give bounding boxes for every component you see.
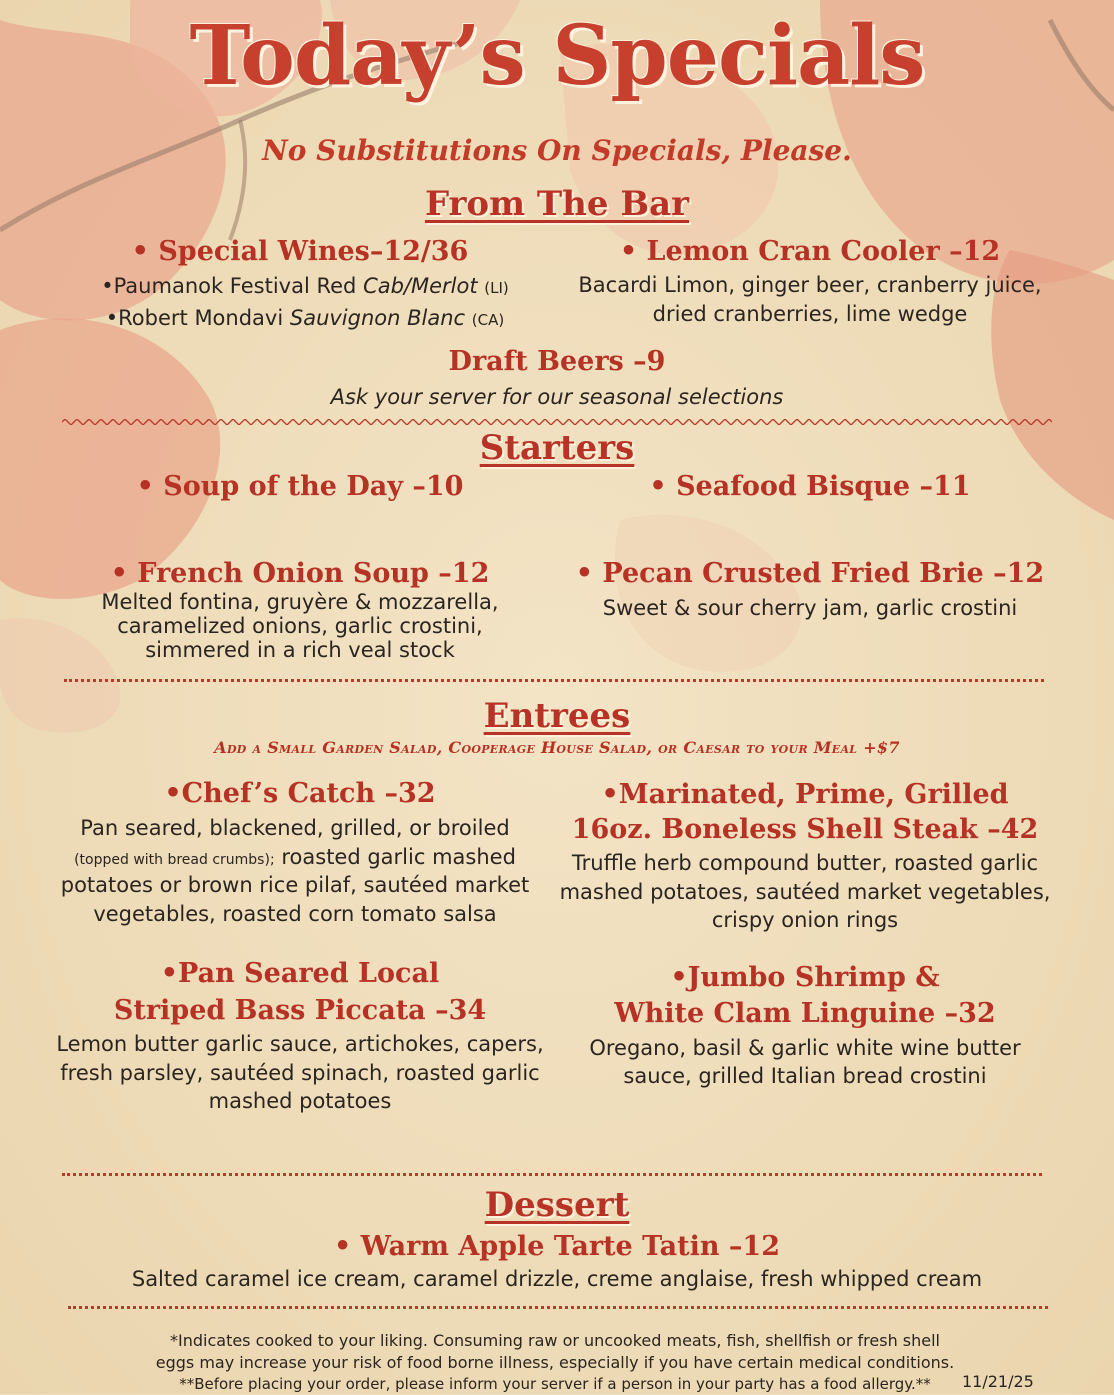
shrimp-title-1: •Jumbo Shrimp & [670,962,940,993]
steak-desc-1: Truffle herb compound butter, roasted garlic [571,851,1039,875]
dotted-divider [64,679,1044,682]
dotted-divider [68,1306,1048,1309]
bass-desc-1: Lemon butter garlic sauce, artichokes, capers, [56,1032,544,1056]
chefs-catch-desc-2-main: roasted garlic mashed [281,845,516,869]
wine-2-name: •Robert Mondavi [105,306,284,330]
shrimp-desc-2: sauce, grilled Italian bread crostini [623,1064,987,1088]
chefs-catch-title: •Chef’s Catch –32 [164,778,436,809]
french-onion-title: • French Onion Soup –12 [110,558,490,589]
footer-allergy-line: **Before placing your order, please inform your server if a person in your party has a food allergy.** [179,1375,931,1393]
dotted-divider [62,1173,1042,1176]
french-onion-desc-3: simmered in a rich veal stock [145,638,455,662]
chefs-catch-desc-3: potatoes or brown rice pilaf, sautéed market [60,873,530,897]
section-heading-dessert: Dessert [484,1185,630,1225]
bass-title-2: Striped Bass Piccata –34 [113,995,487,1026]
steak-title-1: •Marinated, Prime, Grilled [601,779,1009,810]
apple-tarte-desc: Salted caramel ice cream, caramel drizzle, creme anglaise, fresh whipped cream [131,1267,983,1291]
wine-2 [30,304,580,334]
fried-brie-title: • Pecan Crusted Fried Brie –12 [575,558,1045,589]
wine-1 [30,272,580,302]
draft-beers-desc: Ask your server for our seasonal selections [330,385,784,409]
wine-2-region: (CA) [471,311,505,329]
page-title: Today’s Specials [189,8,925,104]
chefs-catch-desc-4: vegetables, roasted corn tomato salsa [93,902,497,926]
lemon-cooler-desc-2: dried cranberries, lime wedge [652,302,968,326]
steak-desc-3: crispy onion rings [711,908,899,932]
entree-salad-note: Add a Small Garden Salad, Cooperage House Salad, or Caesar to your Meal +$7 [214,738,900,757]
menu-date: 11/21/25 [962,1372,1034,1391]
wine-1-name: •Paumanok Festival Red [101,274,357,298]
apple-tarte-title: • Warm Apple Tarte Tatin –12 [334,1231,780,1262]
steak-title-2: 16oz. Boneless Shell Steak –42 [571,814,1039,845]
wine-2-type: Sauvignon Blanc [289,306,466,330]
french-onion-desc-1: Melted fontina, gruyère & mozzarella, [101,590,499,614]
chefs-catch-desc-2-small: (topped with bread crumbs); [74,852,275,868]
chefs-catch-desc-2 [30,843,560,874]
substitution-note: No Substitutions On Specials, Please. [262,134,852,167]
wine-1-region: (LI) [484,279,509,297]
french-onion-desc-2: caramelized onions, garlic crostini, [117,614,483,638]
section-heading-bar: From The Bar [424,184,690,224]
bass-title-1: •Pan Seared Local [160,958,440,989]
special-wines-title: • Special Wines–12/36 [131,236,469,267]
lemon-cooler-title: • Lemon Cran Cooler –12 [619,236,1001,267]
wine-1-type: Cab/Merlot [363,274,478,298]
section-heading-entrees: Entrees [483,696,631,736]
footer-line-1: *Indicates cooked to your liking. Consuming raw or uncooked meats, fish, shellfish or fresh shell [170,1331,940,1350]
fried-brie-desc: Sweet & sour cherry jam, garlic crostini [602,596,1018,620]
seafood-bisque: • Seafood Bisque –11 [649,471,971,502]
chefs-catch-desc-1: Pan seared, blackened, grilled, or broiled [80,816,510,840]
draft-beers-title: Draft Beers –9 [448,346,666,377]
section-heading-starters: Starters [479,428,635,468]
soup-of-the-day: • Soup of the Day –10 [136,471,464,502]
bass-desc-2: fresh parsley, sautéed spinach, roasted garlic [60,1061,540,1085]
zigzag-divider [62,419,1052,425]
lemon-cooler-desc-1: Bacardi Limon, ginger beer, cranberry juice, [578,273,1042,297]
footer-line-2: eggs may increase your risk of food borne illness, especially if you have certain medical conditions. [155,1353,955,1372]
shrimp-desc-1: Oregano, basil & garlic white wine butter [589,1036,1021,1060]
steak-desc-2: mashed potatoes, sautéed market vegetables, [559,880,1051,904]
bass-desc-3: mashed potatoes [208,1089,392,1113]
shrimp-title-2: White Clam Linguine –32 [614,998,996,1029]
